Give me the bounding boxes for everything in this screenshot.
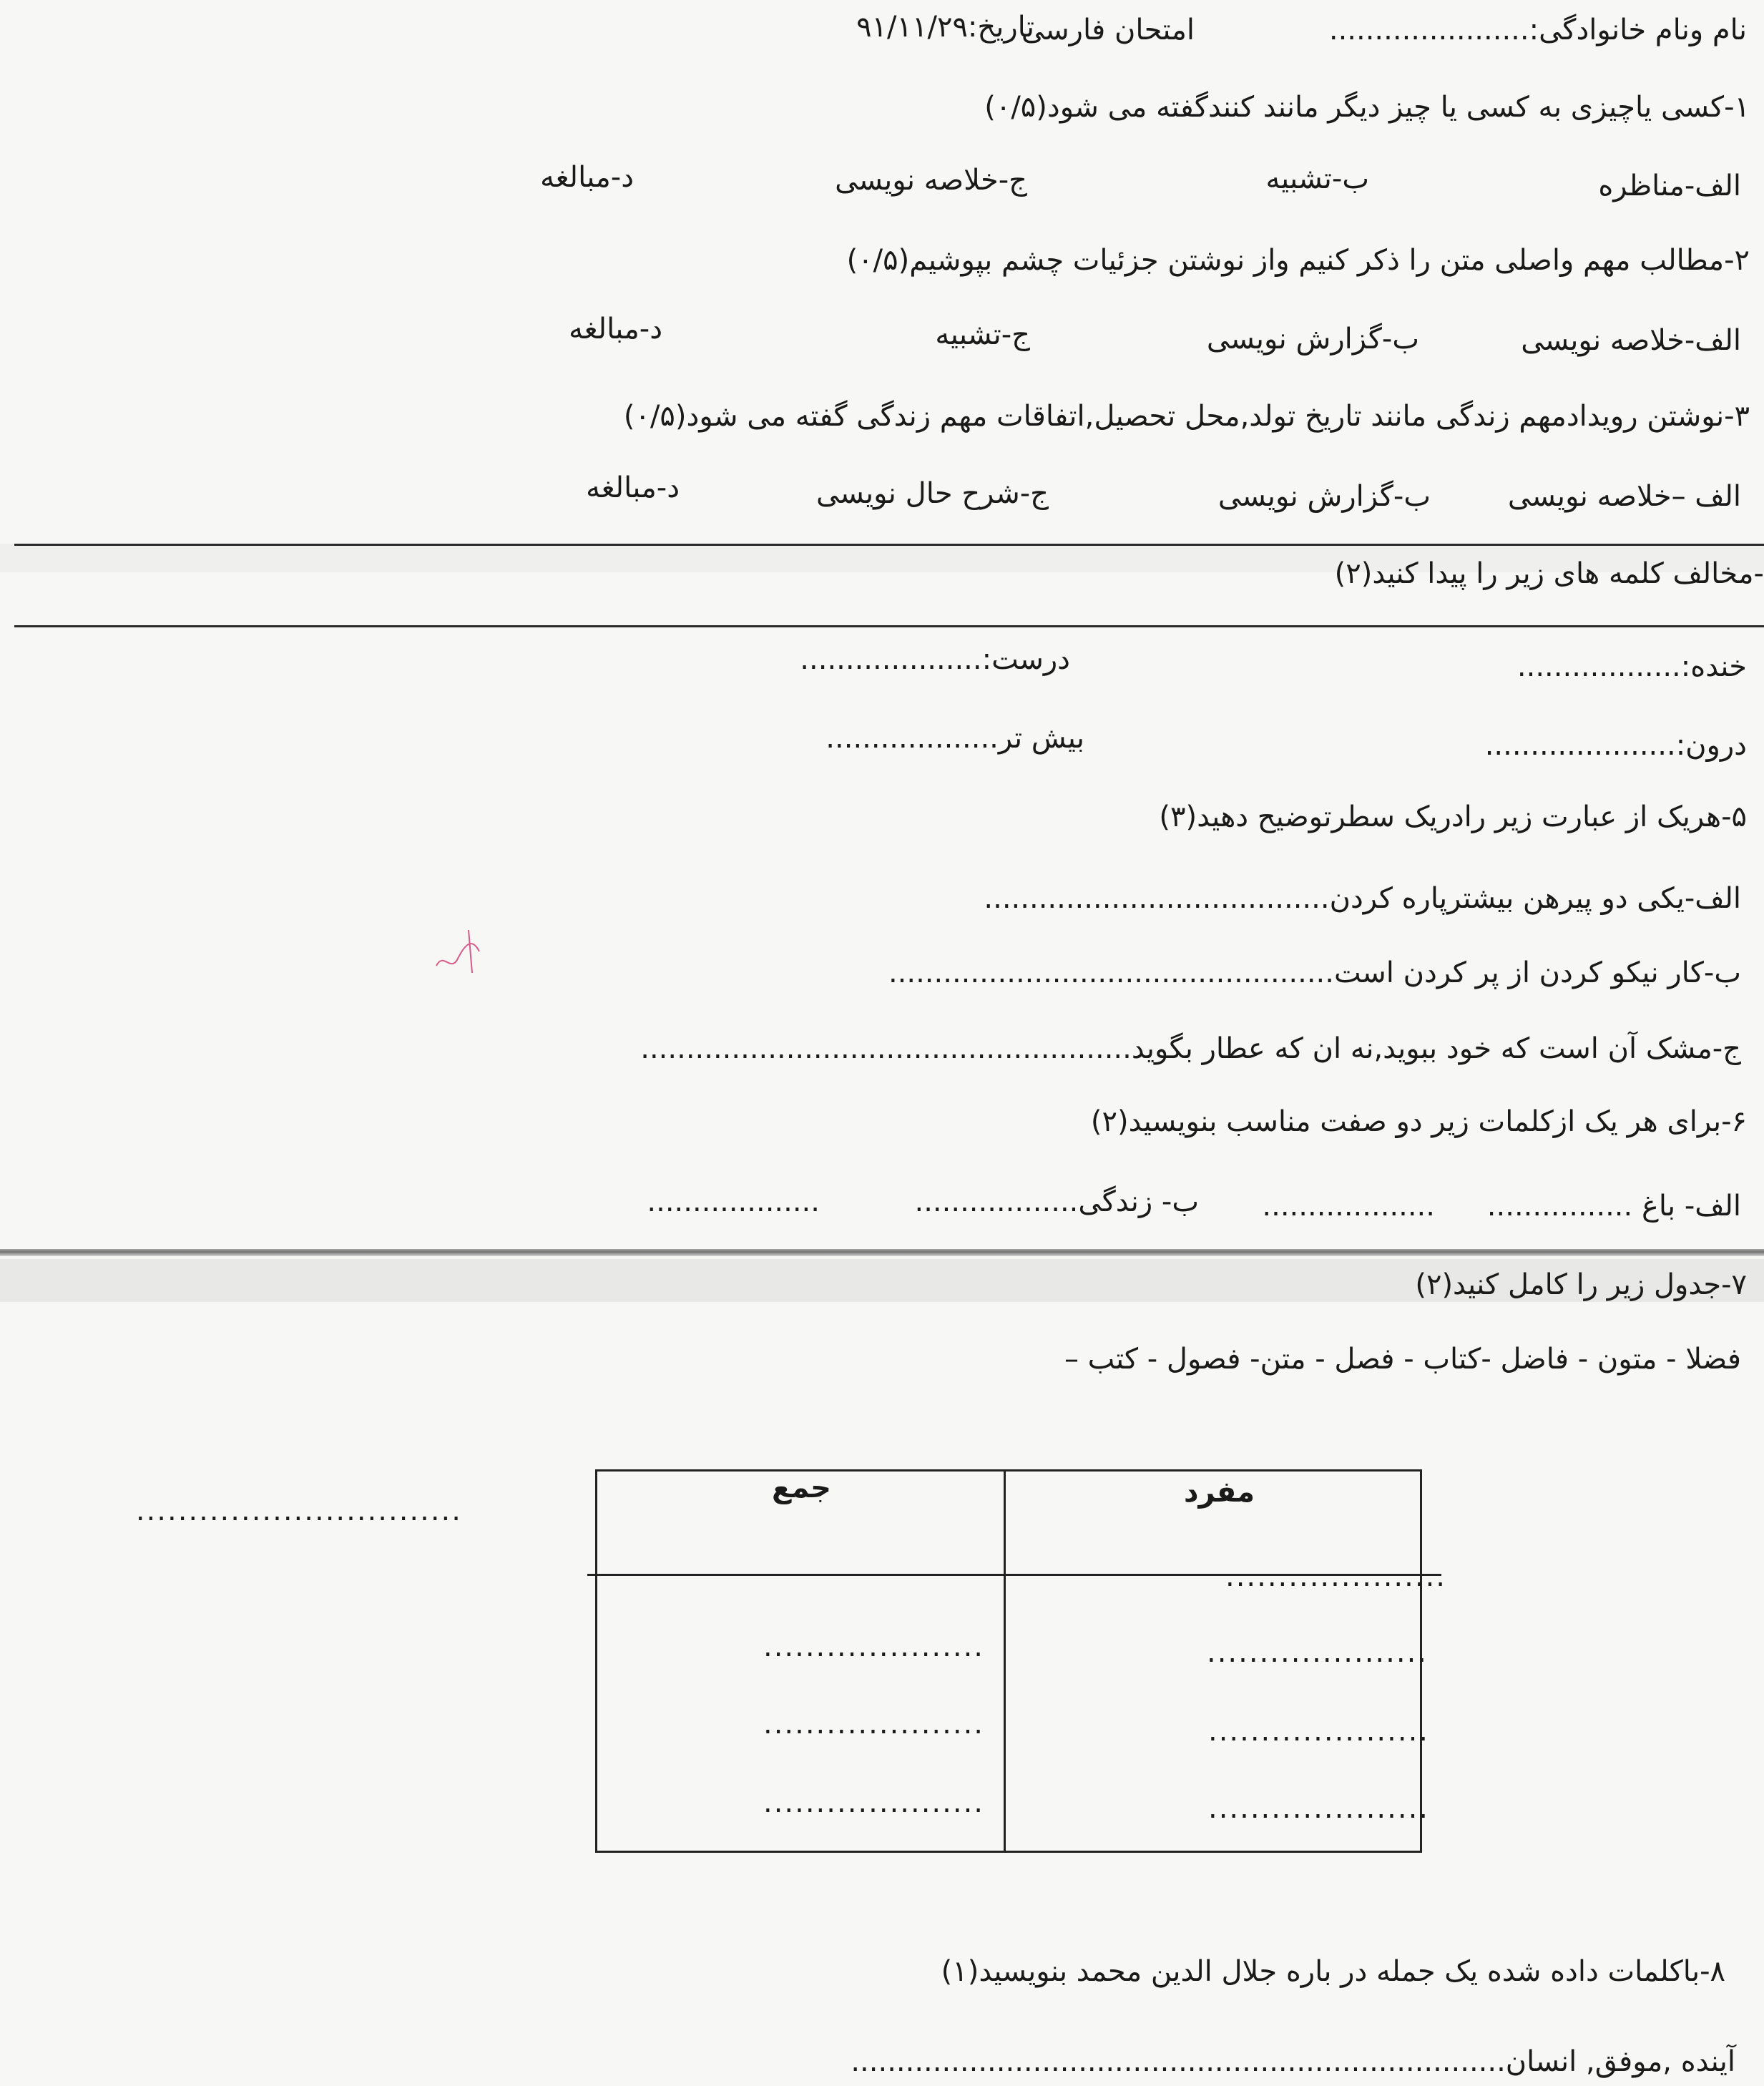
name-field-label: نام ونام خانوادگی:...................... xyxy=(1328,14,1747,46)
singular-blank-3[interactable]: ..................... xyxy=(1207,1715,1429,1748)
question-7-text: ۷-جدول زیر را کامل کنید(۲) xyxy=(1415,1268,1747,1301)
question-8-text: ۸-باکلمات داده شده یک جمله در باره جلال الدین محمد بنویسید(۱) xyxy=(941,1955,1725,1988)
question-4-item-1: خنده:.................. xyxy=(1516,650,1747,683)
plural-blank-2[interactable]: ..................... xyxy=(763,1708,984,1740)
question-2-text: ۲-مطالب مهم واصلی متن را ذکر کنیم واز نوشتن جزئیات چشم بپوشیم(۰/۵) xyxy=(846,244,1750,277)
question-4-text: -مخالف کلمه های زیر را پیدا کنید(۲) xyxy=(1334,557,1764,590)
question-2-option-c: ج-تشبیه xyxy=(935,318,1030,351)
question-3-option-a: الف –خلاصه نویسی xyxy=(1507,480,1741,513)
question-6-blank-4: ................... xyxy=(647,1185,820,1218)
question-3-option-b: ب-گزارش نویسی xyxy=(1217,480,1431,513)
exam-title: امتحان فارسی xyxy=(1021,14,1195,46)
question-6-blank-1: الف- باغ ................ xyxy=(1486,1190,1741,1223)
question-4-item-4: بیش تر................... xyxy=(825,722,1084,755)
divider-line xyxy=(14,625,1764,627)
question-1-option-c: ج-خلاصه نویسی xyxy=(835,164,1027,197)
table-header-singular: مفرد xyxy=(1184,1476,1255,1509)
question-7-word-list: فضلا - متون - فاضل -کتاب - فصل - متن- فصول - کتب – xyxy=(1064,1343,1741,1376)
question-2-option-a: الف-خلاصه نویسی xyxy=(1521,324,1741,357)
table-header-plural: جمع xyxy=(772,1472,831,1504)
paper-fold xyxy=(0,1249,1764,1256)
question-4-item-2: درست:.................... xyxy=(800,643,1070,676)
question-1-option-a: الف-مناظره xyxy=(1598,170,1741,202)
question-6-blank-2: ................... xyxy=(1262,1190,1435,1223)
pen-mark-icon xyxy=(429,923,494,980)
side-blank[interactable]: ............................... xyxy=(135,1494,462,1527)
question-2-option-b: ب-گزارش نویسی xyxy=(1206,323,1419,356)
question-3-text: ۳-نوشتن رویدادمهم زندگی مانند تاریخ تولد,محل تحصیل,اتفاقات مهم زندگی گفته می شود(۰/۵) xyxy=(623,400,1750,433)
table-divider xyxy=(1004,1472,1006,1851)
question-5-text: ۵-هریک از عبارت زیر رادریک سطرتوضیح دهید(۳) xyxy=(1159,800,1747,833)
divider-line xyxy=(14,544,1764,546)
exam-date: تاریخ:۹۱/۱۱/۲۹ xyxy=(856,11,1034,44)
singular-blank-1[interactable]: ..................... xyxy=(1225,1560,1446,1593)
question-8-words: آینده ,موفق, انسان........................................................................ xyxy=(851,2045,1735,2078)
question-1-option-b: ب-تشبیه xyxy=(1265,162,1369,195)
plural-blank-3[interactable]: ..................... xyxy=(763,1786,984,1819)
question-6-text: ۶-برای هر یک ازکلمات زیر دو صفت مناسب بنویسید(۲) xyxy=(1090,1105,1747,1138)
question-6-blank-3: ب- زندگی.................. xyxy=(914,1185,1199,1218)
question-1-option-d: د-مبالغه xyxy=(540,161,634,194)
singular-blank-2[interactable]: ..................... xyxy=(1206,1636,1428,1669)
plural-blank-1[interactable]: ..................... xyxy=(763,1630,984,1663)
singular-blank-4[interactable]: ..................... xyxy=(1207,1792,1429,1825)
question-5-item-a: الف-یکی دو پیرهن بیشترپاره کردن...................................... xyxy=(984,882,1741,915)
question-5-item-b: ب-کار نیکو کردن از پر کردن است................................................. xyxy=(888,956,1741,989)
question-3-option-d: د-مبالغه xyxy=(586,471,680,504)
question-3-option-c: ج-شرح حال نویسی xyxy=(815,477,1049,510)
question-5-item-c: ج-مشک آن است که خود ببوید,نه ان که عطار بگوید...................................................... xyxy=(640,1032,1741,1065)
question-4-item-3: درون:..................... xyxy=(1484,729,1747,762)
question-2-option-d: د-مبالغه xyxy=(569,313,662,346)
question-1-text: ۱-کسی یاچیزی به کسی یا چیز دیگر مانند کنندگفته می شود(۰/۵) xyxy=(984,91,1750,124)
